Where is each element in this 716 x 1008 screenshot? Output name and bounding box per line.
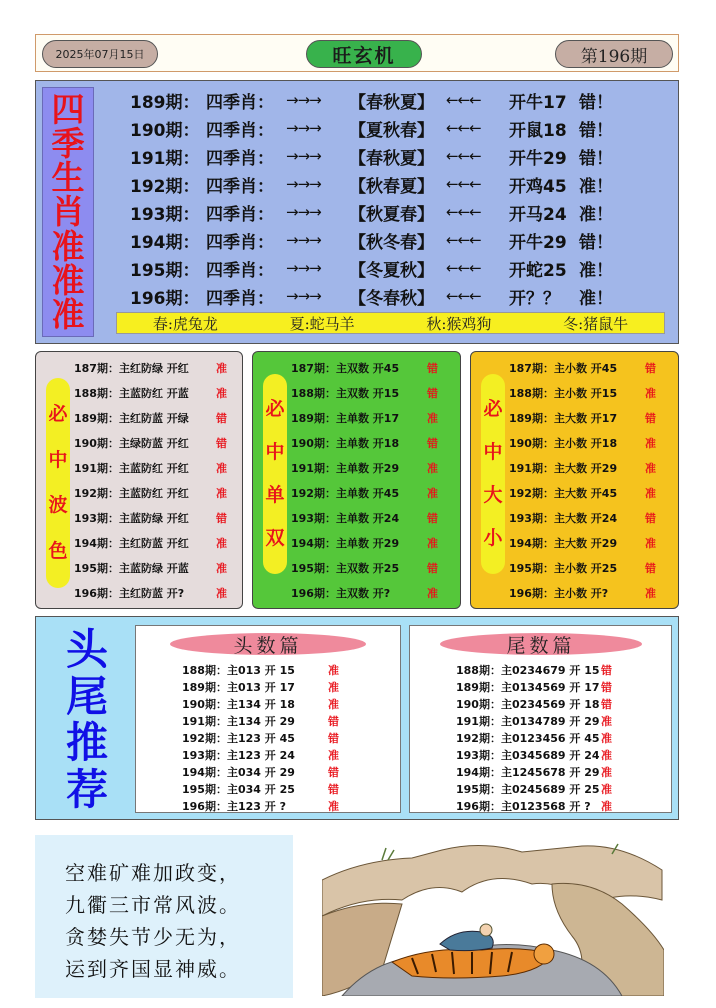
head-tail-row-verdict: 准 [328, 697, 339, 711]
panel-row-verdict: 准 [645, 462, 656, 475]
panel-row [291, 483, 438, 503]
head-tail-row-verdict: 准 [601, 731, 612, 745]
legend-winter: 冬:猪鼠牛 [563, 314, 629, 333]
panel-row [291, 433, 438, 453]
season-row-result: 开蛇25 [509, 260, 567, 281]
season-row [130, 255, 613, 281]
panel-row-verdict: 准 [216, 537, 227, 550]
panel-row-text: 196期：主双数 开? [291, 587, 391, 600]
head-tail-row-verdict: 准 [601, 782, 612, 796]
panel-row [74, 558, 227, 578]
panel-side-title [481, 374, 505, 574]
panel-row-text: 192期：主蓝防红 开红 [74, 487, 189, 500]
panel-row [291, 508, 438, 528]
head-tail-row-text: 194期：主034 开 29 [182, 765, 295, 779]
head-tail-row-verdict: 准 [328, 680, 339, 694]
panel-row-text: 188期：主蓝防红 开蓝 [74, 387, 189, 400]
arrow-right-icon: →→→ [286, 91, 321, 109]
season-row-result: 开牛29 [509, 232, 567, 253]
season-row-verdict: 准！ [579, 204, 613, 225]
head-number-title: 头数篇 [170, 633, 366, 655]
head-tail-row-verdict: 准 [328, 799, 339, 813]
season-row-label: 四季肖： [206, 288, 274, 309]
side-char: 季 [51, 123, 85, 163]
head-tail-row-verdict: 错 [601, 697, 612, 711]
head-tail-row-verdict: 准 [328, 748, 339, 762]
season-row-label: 四季肖： [206, 148, 274, 169]
panel-row [291, 458, 438, 478]
side-char: 准 [51, 261, 85, 301]
issue-badge: 第196期 [555, 40, 673, 68]
panel-row-text: 191期：主大数 开29 [509, 462, 618, 475]
side-char: 色 [48, 539, 68, 562]
head-tail-row-verdict: 准 [601, 799, 612, 813]
season-row-issue: 192期： [130, 176, 200, 197]
panel-row-verdict: 准 [427, 537, 438, 550]
panel-row-verdict: 准 [216, 462, 227, 475]
season-row-label: 四季肖： [206, 232, 274, 253]
panel-row-text: 194期：主红防蓝 开红 [74, 537, 189, 550]
head-tail-row-text: 189期：主013 开 17 [182, 680, 295, 694]
season-row-label: 四季肖： [206, 204, 274, 225]
odd-even-panel [252, 351, 461, 609]
season-row [130, 171, 613, 197]
side-char: 必 [483, 398, 503, 420]
arrow-right-icon: →→→ [286, 259, 321, 277]
panel-row-verdict: 错 [427, 387, 438, 400]
head-tail-row-text: 193期：主0345689 开 24 [456, 748, 600, 762]
head-tail-row [182, 780, 339, 797]
side-char: 中 [483, 441, 503, 463]
head-tail-row [182, 661, 339, 678]
head-tail-row [182, 797, 339, 814]
season-row [130, 115, 613, 141]
panel-row [74, 583, 227, 603]
panel-row [509, 458, 656, 478]
season-row [130, 227, 613, 253]
head-tail-row-text: 193期：主123 开 24 [182, 748, 295, 762]
panel-row [74, 383, 227, 403]
poem-line: 空难矿难加政变， [65, 861, 241, 885]
side-char: 准 [51, 226, 85, 266]
season-row-combo: 【夏秋春】 [349, 120, 434, 141]
tail-number-box [409, 625, 672, 813]
legend-autumn: 秋:猴鸡狗 [426, 314, 492, 333]
head-tail-row [182, 763, 339, 780]
side-char: 大 [483, 484, 503, 506]
head-tail-row [456, 797, 612, 814]
panel-row [509, 408, 656, 428]
head-tail-row-text: 192期：主123 开 45 [182, 731, 295, 745]
head-tail-row-verdict: 准 [328, 663, 339, 677]
panel-row-text: 195期：主小数 开25 [509, 562, 618, 575]
tail-number-title: 尾数篇 [440, 633, 642, 655]
tiger-scholar-illustration [322, 840, 664, 996]
panel-row-text: 191期：主单数 开29 [291, 462, 400, 475]
panel-row-verdict: 错 [216, 437, 227, 450]
head-tail-row [456, 712, 612, 729]
season-row-result: 开牛29 [509, 148, 567, 169]
season-row-label: 四季肖： [206, 176, 274, 197]
panel-row-verdict: 准 [427, 487, 438, 500]
panel-row-text: 193期：主单数 开24 [291, 512, 400, 525]
poem-box [35, 835, 293, 998]
panel-row-verdict: 准 [216, 387, 227, 400]
arrow-right-icon: →→→ [286, 119, 321, 137]
header-bar [35, 34, 679, 72]
head-tail-row-verdict: 错 [328, 731, 339, 745]
head-tail-row-text: 192期：主0123456 开 45 [456, 731, 600, 745]
head-tail-row-verdict: 准 [601, 748, 612, 762]
arrow-right-icon: →→→ [286, 231, 321, 249]
panel-row-verdict: 错 [427, 512, 438, 525]
panel-row-text: 193期：主蓝防绿 开红 [74, 512, 189, 525]
side-char: 尾 [65, 671, 108, 721]
season-row [130, 283, 613, 309]
head-tail-row-verdict: 准 [601, 765, 612, 779]
season-row-result: 开鼠18 [509, 120, 567, 141]
arrow-right-icon: →→→ [286, 175, 321, 193]
side-char: 荐 [65, 764, 108, 814]
head-tail-row-text: 190期：主0234569 开 18 [456, 697, 600, 711]
panel-row-text: 192期：主大数 开45 [509, 487, 618, 500]
panel-row-text: 187期：主红防绿 开红 [74, 362, 189, 375]
panel-row [74, 433, 227, 453]
season-row-combo: 【春秋夏】 [349, 92, 434, 113]
side-char: 小 [483, 527, 503, 549]
poem-line: 运到齐国显神威。 [65, 957, 241, 981]
season-row-verdict: 准！ [579, 176, 613, 197]
panel-row-verdict: 准 [216, 587, 227, 600]
arrow-left-icon: ←←← [446, 287, 481, 305]
head-tail-row-text: 191期：主134 开 29 [182, 714, 295, 728]
season-row-issue: 195期： [130, 260, 200, 281]
poem-line: 九衢三市常风波。 [65, 893, 241, 917]
head-tail-row-text: 190期：主134 开 18 [182, 697, 295, 711]
panel-row [291, 408, 438, 428]
side-char: 单 [265, 484, 285, 506]
season-row-label: 四季肖： [206, 260, 274, 281]
panel-row-verdict: 错 [216, 412, 227, 425]
panel-row [291, 533, 438, 553]
head-tail-row [456, 780, 612, 797]
big-small-panel [470, 351, 679, 609]
panel-row-verdict: 错 [427, 437, 438, 450]
season-row [130, 143, 613, 169]
head-tail-row-text: 195期：主034 开 25 [182, 782, 295, 796]
arrow-left-icon: ←←← [446, 231, 481, 249]
panel-row-text: 187期：主双数 开45 [291, 362, 400, 375]
season-legend [116, 312, 665, 334]
panel-row [509, 508, 656, 528]
panel-row [509, 383, 656, 403]
side-char: 波 [48, 494, 68, 517]
season-row-result: 开鸡45 [509, 176, 567, 197]
season-row-label: 四季肖： [206, 92, 274, 113]
page-title: 旺玄机 [306, 40, 422, 68]
season-row-label: 四季肖： [206, 120, 274, 141]
head-tail-row-text: 196期：主123 开 ? [182, 799, 286, 813]
head-tail-row-text: 188期：主0234679 开 15 [456, 663, 600, 677]
panel-row [509, 358, 656, 378]
panel-row-verdict: 准 [216, 487, 227, 500]
panel-row-text: 189期：主单数 开17 [291, 412, 400, 425]
season-row-issue: 191期： [130, 148, 200, 169]
panel-row-text: 196期：主红防蓝 开? [74, 587, 185, 600]
panel-row-text: 189期：主红防蓝 开绿 [74, 412, 189, 425]
panel-row [291, 558, 438, 578]
head-tail-row-verdict: 错 [601, 680, 612, 694]
arrow-right-icon: →→→ [286, 203, 321, 221]
panel-row [74, 533, 227, 553]
wave-color-panel [35, 351, 243, 609]
season-row-issue: 194期： [130, 232, 200, 253]
panel-row-text: 188期：主双数 开15 [291, 387, 400, 400]
head-tail-row [456, 678, 612, 695]
season-row-issue: 189期： [130, 92, 200, 113]
panel-row-verdict: 准 [427, 462, 438, 475]
panel-row [74, 358, 227, 378]
panel-row-verdict: 错 [645, 362, 656, 375]
seasons-side-title [42, 87, 94, 337]
head-tail-row-verdict: 准 [601, 714, 612, 728]
panel-row-text: 187期：主小数 开45 [509, 362, 618, 375]
panel-row-verdict: 准 [645, 437, 656, 450]
season-row-combo: 【秋春夏】 [349, 176, 434, 197]
panel-row-text: 190期：主绿防蓝 开红 [74, 437, 189, 450]
season-row-verdict: 错！ [579, 148, 613, 169]
head-tail-row [456, 661, 612, 678]
arrow-left-icon: ←←← [446, 91, 481, 109]
panel-row [74, 458, 227, 478]
panel-row-verdict: 准 [216, 562, 227, 575]
arrow-right-icon: →→→ [286, 287, 321, 305]
poem-line: 贪婪失节少无为， [65, 925, 241, 949]
arrow-left-icon: ←←← [446, 259, 481, 277]
season-row-combo: 【冬夏秋】 [349, 260, 434, 281]
panel-row-verdict: 错 [645, 562, 656, 575]
side-char: 准 [51, 295, 85, 335]
head-tail-row [456, 729, 612, 746]
head-tail-row [182, 746, 339, 763]
head-tail-row-verdict: 错 [328, 782, 339, 796]
season-row-combo: 【冬春秋】 [349, 288, 434, 309]
panel-row-text: 190期：主单数 开18 [291, 437, 400, 450]
season-row-verdict: 错！ [579, 232, 613, 253]
head-tail-row-text: 188期：主013 开 15 [182, 663, 295, 677]
panel-row [74, 483, 227, 503]
seasons-section [35, 80, 679, 344]
panel-row-text: 195期：主双数 开25 [291, 562, 400, 575]
panel-row-text: 193期：主大数 开24 [509, 512, 618, 525]
panel-row-text: 192期：主单数 开45 [291, 487, 400, 500]
head-tail-row [456, 763, 612, 780]
arrow-left-icon: ←←← [446, 147, 481, 165]
legend-spring: 春:虎兔龙 [152, 314, 218, 333]
panel-row-verdict: 准 [645, 487, 656, 500]
season-row-result: 开牛17 [509, 92, 567, 113]
season-row-result: 开？？ [509, 288, 560, 309]
season-row [130, 199, 613, 225]
panel-row-text: 195期：主蓝防绿 开蓝 [74, 562, 189, 575]
head-tail-row-text: 194期：主1245678 开 29 [456, 765, 600, 779]
panel-row [291, 383, 438, 403]
panel-row-verdict: 准 [216, 362, 227, 375]
season-row-verdict: 错！ [579, 120, 613, 141]
panel-row-text: 190期：主小数 开18 [509, 437, 618, 450]
panel-row [291, 358, 438, 378]
side-char: 必 [48, 403, 68, 426]
head-tail-row [456, 746, 612, 763]
head-tail-row-verdict: 错 [328, 714, 339, 728]
head-tail-row [182, 695, 339, 712]
panel-side-title [263, 374, 287, 574]
side-char: 四 [51, 89, 85, 129]
panel-row-verdict: 准 [645, 387, 656, 400]
head-tail-row [182, 712, 339, 729]
side-char: 中 [265, 441, 285, 463]
season-row-verdict: 错！ [579, 92, 613, 113]
panel-row-text: 191期：主蓝防红 开红 [74, 462, 189, 475]
season-row [130, 87, 613, 113]
panel-row-verdict: 准 [427, 412, 438, 425]
head-tail-row-text: 196期：主0123568 开 ? [456, 799, 591, 813]
head-tail-row-text: 189期：主0134569 开 17 [456, 680, 600, 694]
panel-row-verdict: 错 [427, 562, 438, 575]
side-char: 双 [265, 527, 285, 549]
season-row-combo: 【春秋夏】 [349, 148, 434, 169]
side-char: 必 [265, 398, 285, 420]
season-row-result: 开马24 [509, 204, 567, 225]
head-tail-row-text: 195期：主0245689 开 25 [456, 782, 600, 796]
panel-row-text: 196期：主小数 开? [509, 587, 609, 600]
legend-summer: 夏:蛇马羊 [289, 314, 355, 333]
head-tail-section [35, 616, 679, 820]
panel-row-text: 189期：主大数 开17 [509, 412, 618, 425]
season-row-combo: 【秋夏春】 [349, 204, 434, 225]
panel-row [74, 408, 227, 428]
panel-row [509, 433, 656, 453]
panel-row [509, 583, 656, 603]
panel-row-verdict: 错 [216, 512, 227, 525]
season-row-issue: 196期： [130, 288, 200, 309]
season-row-verdict: 准！ [579, 288, 613, 309]
panel-row [291, 583, 438, 603]
season-row-combo: 【秋冬春】 [349, 232, 434, 253]
panel-row-verdict: 准 [427, 587, 438, 600]
season-row-issue: 193期： [130, 204, 200, 225]
head-tail-row [182, 729, 339, 746]
head-tail-row [182, 678, 339, 695]
panel-row-text: 194期：主单数 开29 [291, 537, 400, 550]
panel-row-verdict: 准 [645, 587, 656, 600]
head-tail-row-verdict: 错 [328, 765, 339, 779]
side-char: 中 [48, 448, 68, 471]
arrow-left-icon: ←←← [446, 203, 481, 221]
panel-row-verdict: 错 [645, 512, 656, 525]
side-char: 生 [51, 158, 85, 198]
panel-row-text: 194期：主大数 开29 [509, 537, 618, 550]
panel-row-verdict: 错 [427, 362, 438, 375]
head-tail-side-title [48, 625, 126, 814]
head-number-box [135, 625, 401, 813]
panel-row [509, 483, 656, 503]
head-tail-row [456, 695, 612, 712]
head-tail-row-verdict: 错 [601, 663, 612, 677]
panel-row [74, 508, 227, 528]
panel-row-verdict: 准 [645, 537, 656, 550]
side-char: 肖 [51, 192, 85, 232]
side-char: 推 [65, 718, 108, 768]
side-char: 头 [65, 625, 108, 674]
panel-side-title [46, 378, 70, 588]
panel-row-verdict: 错 [645, 412, 656, 425]
head-tail-row-text: 191期：主0134789 开 29 [456, 714, 600, 728]
arrow-left-icon: ←←← [446, 119, 481, 137]
arrow-left-icon: ←←← [446, 175, 481, 193]
panel-row-text: 188期：主小数 开15 [509, 387, 618, 400]
season-row-verdict: 准！ [579, 260, 613, 281]
arrow-right-icon: →→→ [286, 147, 321, 165]
panel-row [509, 558, 656, 578]
date-badge: 2025年07月15日 [42, 40, 158, 68]
panel-row [509, 533, 656, 553]
season-row-issue: 190期： [130, 120, 200, 141]
